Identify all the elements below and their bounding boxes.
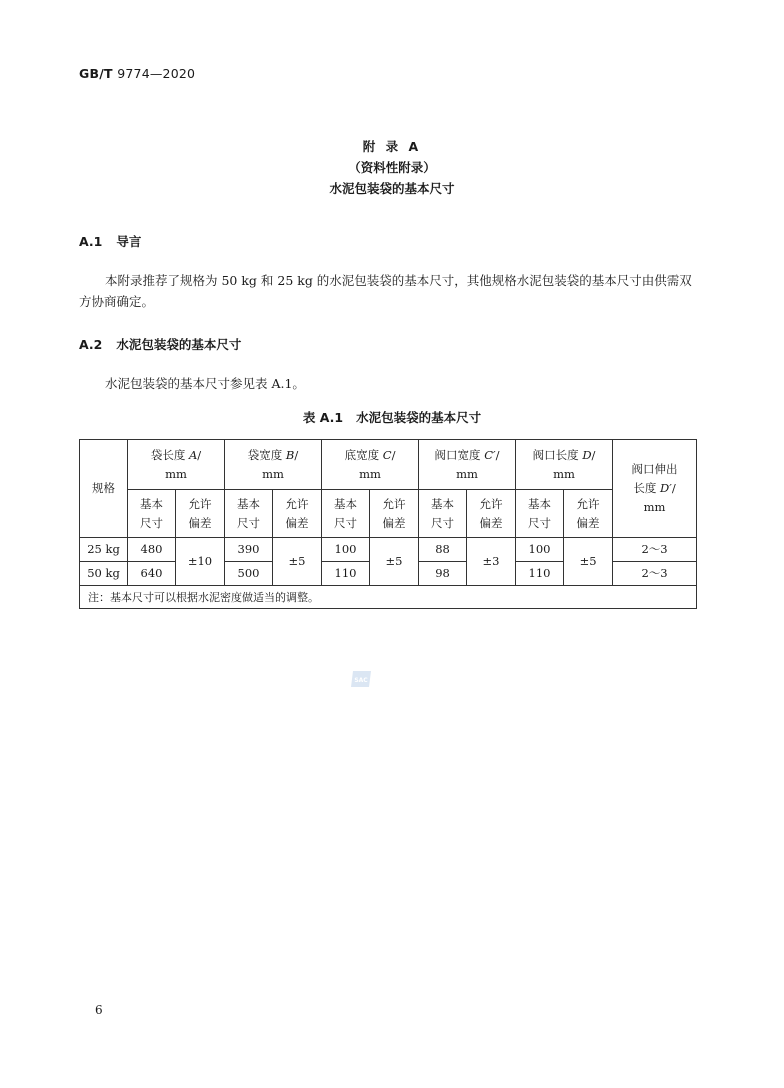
- intro-text: 本附录推荐了规格为 50 kg 和 25 kg 的水泥包装袋的基本尺寸，其他规格水泥包装袋的基本尺寸由供需双方协商确定。: [79, 273, 692, 309]
- sac-watermark-logo: [349, 669, 373, 689]
- group-header-d-prime: 阀口伸出 长度 D′/ mm: [613, 440, 697, 538]
- row-spec: 25 kg: [80, 538, 128, 562]
- cell-c-prime: 98: [419, 562, 467, 586]
- tol-a: ±10: [176, 538, 225, 586]
- section-a2-heading: [79, 335, 241, 353]
- cell-b: 500: [225, 562, 273, 586]
- group-header-b: 袋宽度 B/ mm: [225, 440, 322, 490]
- cell-d-prime: 2～3: [613, 562, 697, 586]
- cell-a: 480: [128, 538, 176, 562]
- tol-b: ±5: [273, 538, 322, 586]
- intro-paragraph: [79, 270, 695, 312]
- sub-basic: 基本 尺寸: [128, 490, 176, 538]
- sub-tol: 允许 偏差: [564, 490, 613, 538]
- table-row: [80, 538, 697, 562]
- sub-tol: 允许 偏差: [273, 490, 322, 538]
- standard-code: [79, 66, 195, 81]
- tol-d: ±5: [564, 538, 613, 586]
- group-header-c: 底宽度 C/ mm: [322, 440, 419, 490]
- group-header-a: 袋长度 A/ mm: [128, 440, 225, 490]
- section-a2-title: 水泥包装袋的基本尺寸: [116, 337, 242, 352]
- appendix-name: 水泥包装袋的基本尺寸: [329, 181, 455, 196]
- row-spec: 50 kg: [80, 562, 128, 586]
- tol-c: ±5: [370, 538, 419, 586]
- appendix-subtitle: （资料性附录）: [348, 160, 436, 175]
- cell-c: 110: [322, 562, 370, 586]
- ref-paragraph: [79, 373, 695, 394]
- appendix-title: 附 录 A: [362, 139, 422, 154]
- cell-a: 640: [128, 562, 176, 586]
- cell-d: 110: [516, 562, 564, 586]
- section-a1-heading: [79, 232, 141, 250]
- ref-text: 水泥包装袋的基本尺寸参见表 A.1。: [105, 376, 305, 391]
- spec-header: 规格: [80, 440, 128, 538]
- table-caption: 表 A.1 水泥包装袋的基本尺寸: [302, 410, 482, 425]
- section-a2-number: A.2: [79, 337, 103, 352]
- table-note: 注：基本尺寸可以根据水泥密度做适当的调整。: [80, 586, 697, 609]
- sub-basic: 基本 尺寸: [225, 490, 273, 538]
- cell-c-prime: 88: [419, 538, 467, 562]
- sub-basic: 基本 尺寸: [516, 490, 564, 538]
- size-table: [79, 439, 697, 609]
- sub-basic: 基本 尺寸: [419, 490, 467, 538]
- section-a1-number: A.1: [79, 234, 103, 249]
- cell-b: 390: [225, 538, 273, 562]
- section-a1-title: 导言: [116, 234, 142, 249]
- page-number: 6: [95, 1003, 103, 1017]
- cell-d: 100: [516, 538, 564, 562]
- cell-d-prime: 2～3: [613, 538, 697, 562]
- cell-c: 100: [322, 538, 370, 562]
- tol-c-prime: ±3: [467, 538, 516, 586]
- sub-basic: 基本 尺寸: [322, 490, 370, 538]
- sub-tol: 允许 偏差: [467, 490, 516, 538]
- group-header-d: 阀口长度 D/ mm: [516, 440, 613, 490]
- sub-tol: 允许 偏差: [176, 490, 225, 538]
- sub-tol: 允许 偏差: [370, 490, 419, 538]
- standard-code-number: 9774—2020: [117, 66, 196, 81]
- group-header-c-prime: 阀口宽度 C′/ mm: [419, 440, 516, 490]
- standard-code-prefix: GB/T: [79, 66, 113, 81]
- watermark-text: SAC: [354, 677, 368, 684]
